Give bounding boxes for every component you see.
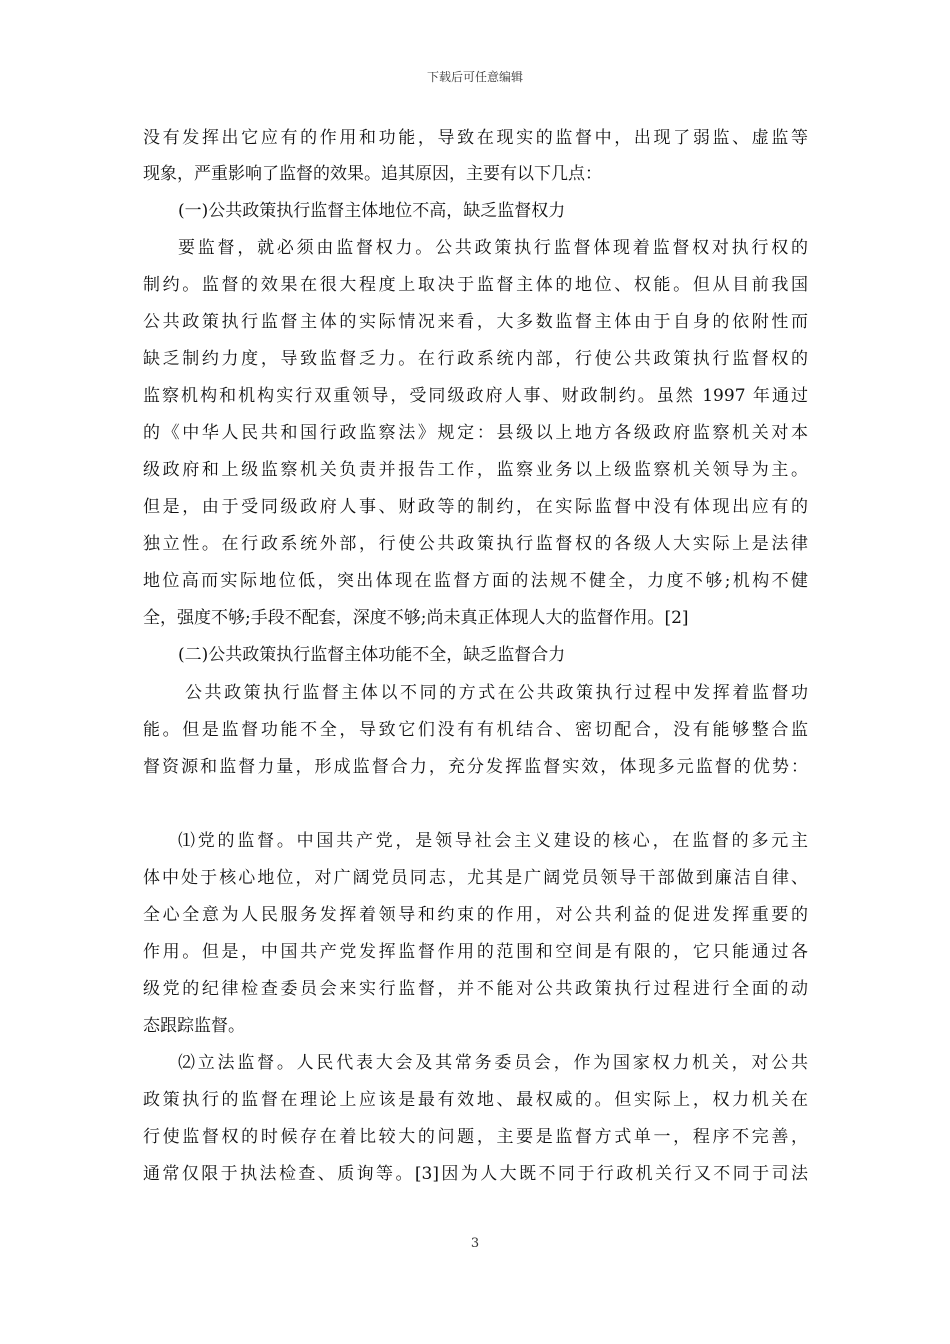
section-heading: (一)公共政策执行监督主体地位不高，缺乏监督权力 (178, 201, 566, 221)
body-line: 要监督，就必须由监督权力。公共政策执行监督体现着监督权对执行权的 (178, 238, 808, 258)
body-line: 但是，由于受同级政府人事、财政等的制约，在实际监督中没有体现出应有的 (143, 497, 808, 517)
body-line: ⑴党的监督。中国共产党，是领导社会主义建设的核心，在监督的多元主 (178, 831, 808, 851)
page-header: 下载后可任意编辑 (426, 70, 523, 84)
body-line: 体中处于核心地位，对广阔党员同志，尤其是广阔党员领导干部做到廉洁自律、 (143, 868, 808, 888)
body-line: 缺乏制约力度，导致监督乏力。在行政系统内部，行使公共政策执行监督权的 (143, 349, 808, 369)
body-line: 公共政策执行监督主体以不同的方式在公共政策执行过程中发挥着监督功 (185, 683, 808, 703)
body-line: 通常仅限于执法检查、质询等。[3]因为人大既不同于行政机关行又不同于司法 (143, 1164, 808, 1184)
body-line: 政策执行的监督在理论上应该是最有效地、最权威的。但实际上，权力机关在 (143, 1090, 808, 1110)
body-line: 全，强度不够;手段不配套，深度不够;尚未真正体现人大的监督作用。[2] (143, 608, 689, 628)
body-line: 能。但是监督功能不全，导致它们没有有机结合、密切配合，没有能够整合监 (143, 720, 808, 740)
body-line: 督资源和监督力量，形成监督合力，充分发挥监督实效，体现多元监督的优势： (143, 757, 808, 777)
body-line: 没有发挥出它应有的作用和功能，导致在现实的监督中，出现了弱监、虚监等 (143, 128, 808, 148)
body-line: 制约。监督的效果在很大程度上取决于监督主体的地位、权能。但从目前我国 (143, 275, 808, 295)
body-line: 级党的纪律检查委员会来实行监督，并不能对公共政策执行过程进行全面的动 (143, 979, 808, 999)
section-heading: (二)公共政策执行监督主体功能不全，缺乏监督合力 (178, 645, 566, 665)
body-line: 态跟踪监督。 (143, 1016, 245, 1036)
body-line: 独立性。在行政系统外部，行使公共政策执行监督权的各级人大实际上是法律 (143, 534, 808, 554)
body-line: 作用。但是，中国共产党发挥监督作用的范围和空间是有限的，它只能通过各 (143, 942, 808, 962)
body-line: 全心全意为人民服务发挥着领导和约束的作用，对公共利益的促进发挥重要的 (143, 905, 808, 925)
body-line: 现象，严重影响了监督的效果。追其原因，主要有以下几点： (143, 164, 602, 184)
body-line: ⑵立法监督。人民代表大会及其常务委员会，作为国家权力机关，对公共 (178, 1053, 808, 1073)
body-line: 的《中华人民共和国行政监察法》规定：县级以上地方各级政府监察机关对本 (143, 423, 808, 443)
body-line: 地位高而实际地位低，突出体现在监督方面的法规不健全，力度不够;机构不健 (143, 571, 808, 591)
body-line: 行使监督权的时候存在着比较大的问题，主要是监督方式单一，程序不完善， (143, 1127, 808, 1147)
body-line: 级政府和上级监察机关负责并报告工作，监察业务以上级监察机关领导为主。 (143, 460, 808, 480)
page-number: 3 (470, 1236, 480, 1251)
body-line: 监察机构和机构实行双重领导，受同级政府人事、财政制约。虽然 1997 年通过 (143, 386, 808, 406)
body-line: 公共政策执行监督主体的实际情况来看，大多数监督主体由于自身的依附性而 (143, 312, 808, 332)
